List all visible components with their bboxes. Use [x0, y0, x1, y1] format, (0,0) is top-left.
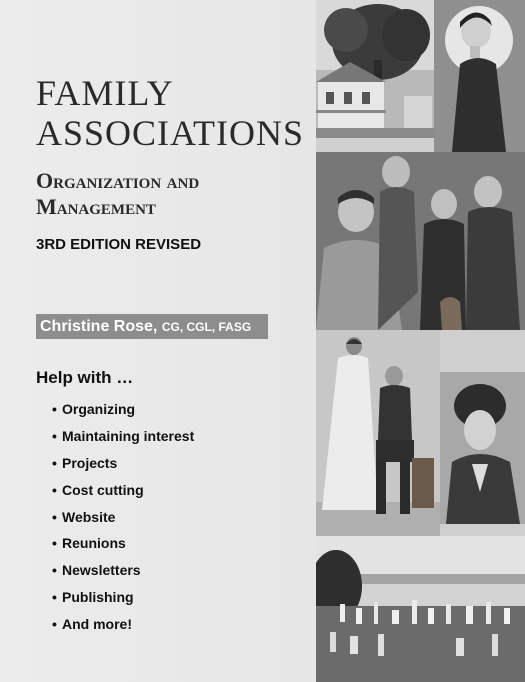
help-item-label: Reunions	[62, 535, 126, 552]
help-list-item	[52, 530, 194, 557]
help-item-label: Newsletters	[62, 562, 141, 579]
help-item-label: Organizing	[62, 401, 136, 418]
bullet-icon: •	[52, 562, 57, 579]
house-and-tree-photo	[316, 0, 434, 138]
help-item-label: Website	[62, 508, 116, 525]
woman-portrait-photo	[434, 0, 525, 152]
help-list-item	[52, 450, 194, 477]
help-item-label: Projects	[62, 454, 118, 471]
woman-in-hat-photo	[440, 372, 525, 524]
help-list	[52, 396, 194, 637]
author-name: Christine Rose,	[40, 318, 158, 335]
title-line-1: FAMILY	[36, 73, 174, 113]
wedding-couple-photo	[316, 330, 440, 536]
help-list-item	[52, 476, 194, 503]
bullet-icon: •	[52, 428, 57, 445]
edition-label: 3RD EDITION REVISED	[36, 236, 202, 253]
help-list-item	[52, 557, 194, 584]
help-list-item	[52, 396, 194, 423]
help-list-item	[52, 503, 194, 530]
subtitle-line-2: Management	[36, 194, 156, 219]
help-item-label: Cost cutting	[62, 481, 144, 498]
author-credentials: CG, CGL, FASG	[161, 320, 252, 334]
author-bar	[36, 314, 268, 339]
help-heading: Help with …	[36, 368, 134, 387]
help-list-item	[52, 584, 194, 611]
bullet-icon: •	[52, 535, 57, 552]
bullet-icon: •	[52, 588, 57, 605]
photo-collage	[316, 0, 525, 682]
subtitle-line-1: Organization and	[36, 168, 200, 193]
bullet-icon: •	[52, 508, 57, 525]
help-item-label: Publishing	[62, 588, 134, 605]
help-list-item	[52, 423, 194, 450]
bullet-icon: •	[52, 481, 57, 498]
bullet-icon: •	[52, 401, 57, 418]
mother-and-three-sons-photo	[316, 152, 525, 330]
title-line-2: ASSOCIATIONS	[36, 113, 305, 153]
help-list-item	[52, 610, 194, 637]
help-item-label: Maintaining interest	[62, 428, 195, 445]
cemetery-and-harbor-photo	[316, 536, 525, 682]
bullet-icon: •	[52, 615, 57, 632]
help-item-label: And more!	[62, 615, 132, 632]
bullet-icon: •	[52, 454, 57, 471]
